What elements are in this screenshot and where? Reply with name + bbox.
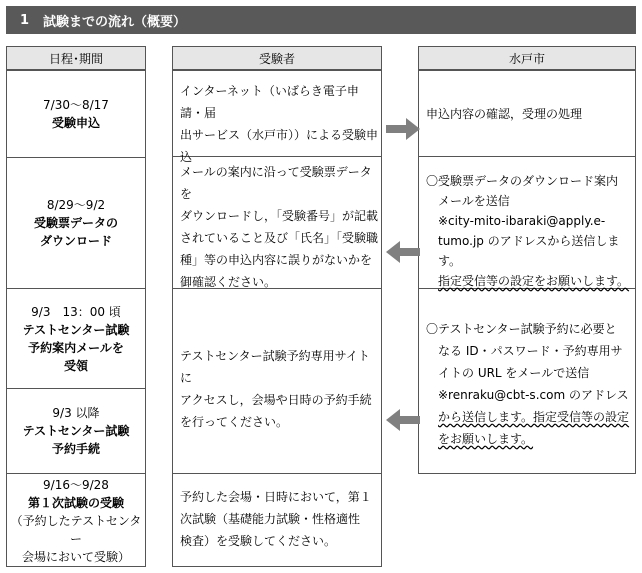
column-header-city: 水戸市 [418, 46, 636, 70]
section-title: 試験までの流れ（概要） [43, 14, 187, 30]
text-line: メールを送信 [438, 194, 510, 208]
text-line: メールの案内に沿って受験票データを [180, 165, 372, 201]
applicant-text [180, 161, 380, 293]
schedule-note: （予約したテストセンター [10, 513, 142, 546]
section-title-bar [6, 6, 636, 34]
schedule-note: 会場において受験） [21, 549, 130, 564]
schedule-step: 受験申込 [51, 115, 100, 130]
schedule-row [6, 158, 146, 288]
schedule-row [6, 289, 146, 388]
section-number: 1 [20, 12, 30, 28]
column-header-schedule: 日程･期間 [6, 46, 146, 70]
text-line: 予約した会場・日時において，第１ [180, 490, 372, 504]
text-line: ※renraku@cbt-s.com のアドレス [438, 388, 629, 402]
arrow-right-icon [386, 118, 420, 140]
schedule-step: 予約案内メールを [28, 340, 124, 355]
text-line: ダウンロードし，「受験番号」が記載 [180, 209, 379, 223]
schedule-step: 受領 [63, 358, 88, 373]
schedule-date: 9/16～9/28 [43, 477, 109, 492]
text-line: 次試験（基礎能力試験・性格適性 [180, 512, 361, 526]
arrow-left-icon [386, 241, 420, 263]
text-line: アクセスし，会場や日時の予約手続 [180, 393, 372, 407]
text-line: 〇受験票データのダウンロード案内 [426, 174, 619, 188]
applicant-text [180, 345, 380, 433]
text-line: されていること及び「氏名」「受験職 [180, 231, 379, 245]
city-text [426, 318, 634, 450]
text-line: 申込内容の確認，受理の処理 [426, 107, 583, 121]
text-line: なる ID・パスワード・予約専用サ [438, 344, 623, 358]
schedule-date: 7/30～8/17 [43, 97, 109, 112]
schedule-step: テストセンター試験 [22, 424, 130, 438]
schedule-step: 予約手続 [51, 442, 100, 456]
text-line: ※city-mito-ibaraki@apply.e- [438, 214, 606, 228]
text-line: 指定受信等の設定をお願いします。 [438, 274, 630, 288]
text-line: 種」等の申込内容に誤りがないかを [180, 253, 373, 267]
schedule-step: 受験票データの [33, 216, 118, 230]
text-line: 御確認ください。 [180, 275, 277, 289]
city-text [426, 103, 634, 125]
applicant-text [180, 486, 380, 552]
text-line: から送信します。指定受信等の設定 [438, 410, 630, 424]
schedule-row [6, 70, 146, 157]
text-line: 込 [180, 150, 193, 164]
text-line: tumo.jp のアドレスから送信します。 [438, 234, 620, 268]
schedule-step: ダウンロード [39, 234, 112, 248]
schedule-date: 8/29～9/2 [46, 198, 106, 212]
city-text [426, 171, 634, 291]
arrow-left-icon [386, 409, 420, 431]
text-line: をお願いします。 [438, 432, 534, 446]
schedule-date: 9/3 以降 [52, 406, 100, 420]
schedule-step: 第１次試験の受験 [27, 495, 124, 510]
applicant-text [180, 80, 380, 168]
schedule-step: テストセンター試験 [22, 322, 130, 337]
column-header-applicant: 受験者 [172, 46, 382, 70]
schedule-date: 9/3 13：00 頃 [31, 304, 121, 319]
text-line: を行ってください。 [180, 415, 289, 429]
text-line: 〇テストセンター試験予約に必要と [426, 322, 617, 336]
schedule-row [6, 474, 146, 567]
schedule-row [6, 389, 146, 473]
text-line: イトの URL をメールで送信 [438, 366, 590, 380]
text-line: インターネット（いばらき電子申請・届 [180, 84, 359, 120]
text-line: 検査）を受験してください。 [180, 534, 337, 548]
text-line: テストセンター試験予約専用サイトに [180, 349, 370, 385]
text-line: 出サービス（水戸市））による受験申 [180, 128, 379, 142]
